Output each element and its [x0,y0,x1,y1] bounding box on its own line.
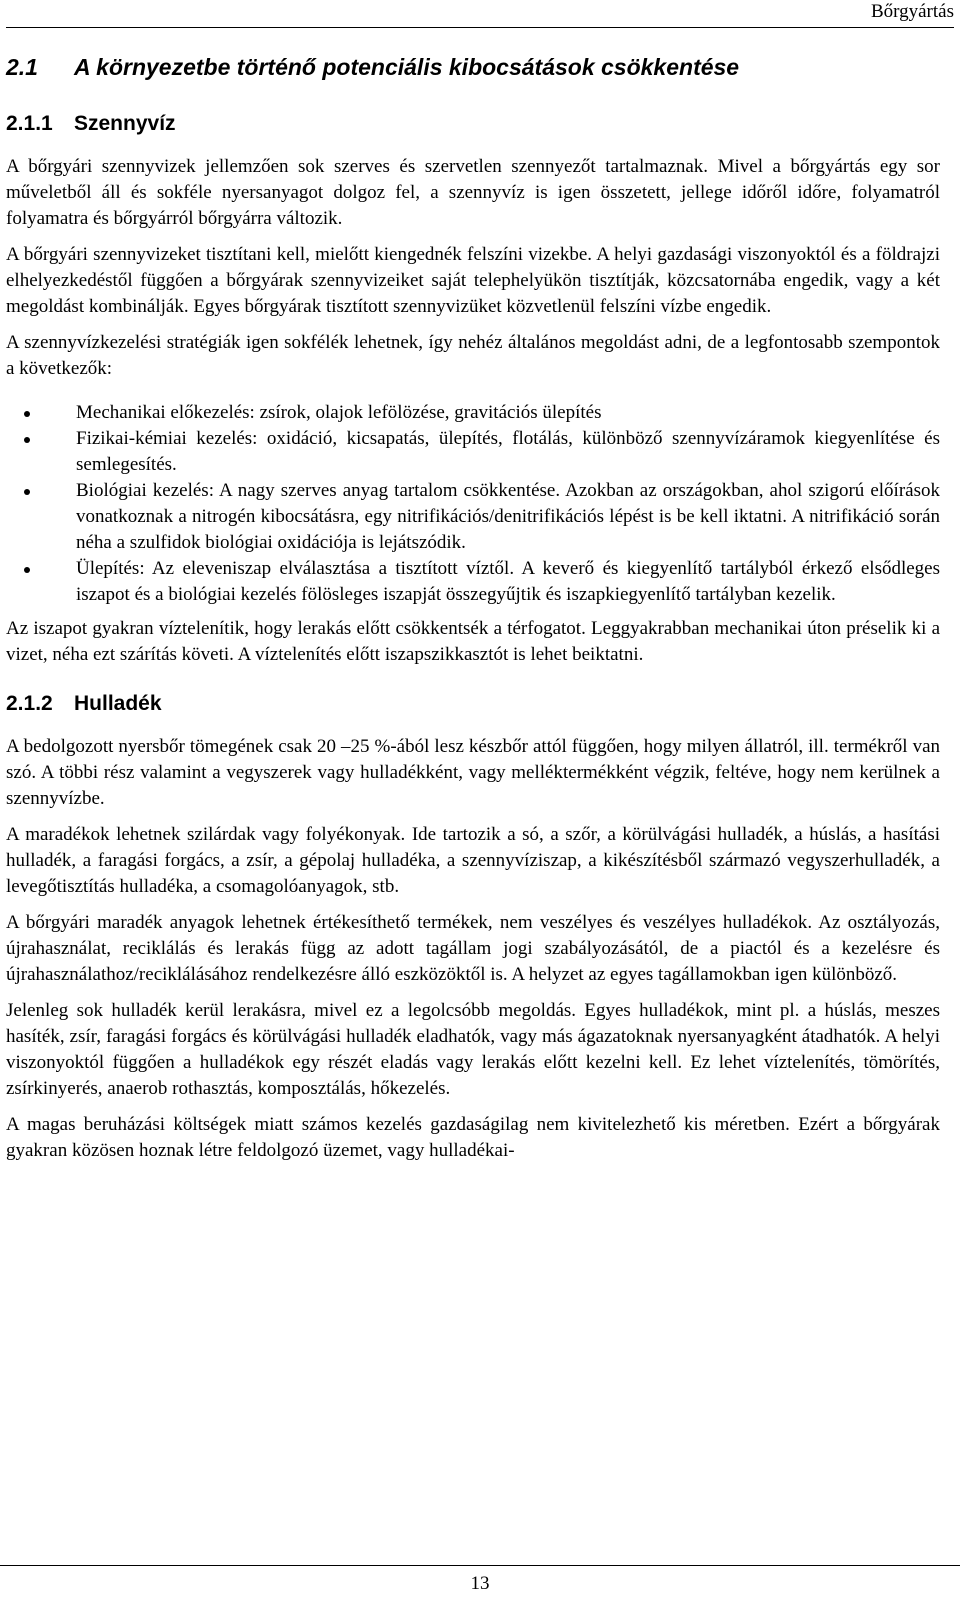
paragraph: A bőrgyári szennyvizek jellemzően sok szerves és szervetlen szennyezőt tartalmaznak. Mivel a bőrgyártás egy sor műveletből áll és sokféle nyersanyagot dolgoz fel, a szennyvíz is igen összetett, jellege időről időre, folyamatról folyamatra és bőrgyárról bőrgyárra változik. [6,156,940,229]
list-item-text: Fizikai-kémiai kezelés: oxidáció, kicsapatás, ülepítés, flotálás, különböző szennyvízáramok kiegyenlítése és semlegesítés. [76,428,940,475]
list-item-text: Mechanikai előkezelés: zsírok, olajok lefölözése, gravitációs ülepítés [76,402,602,423]
subsection-heading-wastewater [6,110,940,138]
bullet-icon [24,437,30,443]
paragraph: Jelenleg sok hulladék kerül lerakásra, mivel ez a legolcsóbb megoldás. Egyes hulladékok, mint pl. a húslás, meszes hasíték, zsír, faragási forgács és körülvágási hulladék eladhatók, vagy más ágazatoknak nyersanyagként átadhatók. A helyi viszonyoktól függően a hulladékok egy részét eladás vagy lerakás előtt kezelni kell. Ez lehet víztelenítés, tömörítés, zsírkinyerés, anaerob rothasztás, komposztálás, hőkezelés. [6,1000,940,1099]
footer-rule [0,1565,960,1566]
paragraph: Az iszapot gyakran víztelenítik, hogy lerakás előtt csökkentsék a térfogatot. Leggyakrabban mechanikai úton préselik ki a vizet, néha ezt szárítás követi. A víztelenítés előtt iszapszikkasztót is lehet beiktatni. [6,618,940,665]
section-number: 2.1 [6,54,38,80]
paragraph: A bőrgyári maradék anyagok lehetnek értékesíthető termékek, nem veszélyes és veszélyes hulladékok. Az osztályozás, újrahasználat, reciklálás és lerakás függ az adott tagállam jogi szabályozásától, de a piactól és a kezelésre és újrahasználathoz/reciklálásához rendelkezésre álló eszközöktől is. A helyzet az egyes tagállamokban igen különböző. [6,912,940,985]
treatment-list [6,400,940,608]
running-header: Bőrgyártás [870,1,954,22]
paragraph: A bőrgyári szennyvizeket tisztítani kell, mielőtt kiengednék felszíni vizekbe. A helyi gazdasági viszonyoktól és a földrajzi elhelyezkedéstől függően a bőrgyárak szennyvizeiket saját telephelyükön tisztítják, közcsatornába engedik, vagy a két megoldást kombinálják. Egyes bőrgyárak tisztított szennyvizüket közvetlenül felszíni vízbe engedik. [6,244,940,317]
paragraph: A maradékok lehetnek szilárdak vagy folyékonyak. Ide tartozik a só, a szőr, a körülvágási hulladék, a húslás, a hasítási hulladék, a faragási forgács, a zsír, a gépolaj hulladéka, a szennyvíziszap, a kikészítésből származó vegyszerhulladék, a levegőtisztítás hulladéka, a csomagolóanyagok, stb. [6,824,940,897]
list-item [76,556,940,608]
bullet-icon [24,411,30,417]
paragraph: A magas beruházási költségek miatt számos kezelés gazdaságilag nem kivitelezhető kis méretben. Ezért a bőrgyárak gyakran közösen hoznak létre feldolgozó üzemet, vagy hulladékai- [6,1114,940,1161]
subsection-number: 2.1.2 [6,692,53,715]
paragraph: A szennyvízkezelési stratégiák igen sokfélék lehetnek, így nehéz általános megoldást adni, de a legfontosabb szempontok a következők: [6,332,940,379]
subsection-heading-waste [6,690,940,718]
subsection-title: Szennyvíz [74,112,176,135]
list-item [76,400,940,426]
list-item-text: Biológiai kezelés: A nagy szerves anyag tartalom csökkentése. Azokban az országokban, ahol szigorú előírások vonatkoznak a nitrogén kibocsátásra, egy nitrifikációs/denitrifikációs lépést is be kell iktatni. A nitrifikáció során néha a szulfidok biológiai oxidációja is lejátszódik. [76,480,940,553]
list-item [76,426,940,478]
page-number: 13 [470,1573,490,1594]
section-title: A környezetbe történő potenciális kibocsátások csökkentése [74,54,740,80]
section-heading [6,52,940,82]
subsection-title: Hulladék [74,692,162,715]
page-content [6,52,940,1174]
subsection-number: 2.1.1 [6,112,53,135]
header-rule [6,27,954,28]
bullet-icon [24,489,30,495]
list-item [76,478,940,556]
list-item-text: Ülepítés: Az eleveniszap elválasztása a tisztított víztől. A keverő és kiegyenlítő tartályból érkező elsődleges iszapot és a biológiai kezelés fölösleges iszapját összegyűjtik és iszapkiegyenlítő tartályban kezelik. [76,558,940,605]
bullet-icon [24,567,30,573]
paragraph: A bedolgozott nyersbőr tömegének csak 20 –25 %-ából lesz készbőr attól függően, hogy milyen állatról, ill. termékről van szó. A többi rész valamint a vegyszerek vagy hulladékként, vagy melléktermékként végzik, feltéve, hogy nem kerülnek a szennyvízbe. [6,736,940,809]
